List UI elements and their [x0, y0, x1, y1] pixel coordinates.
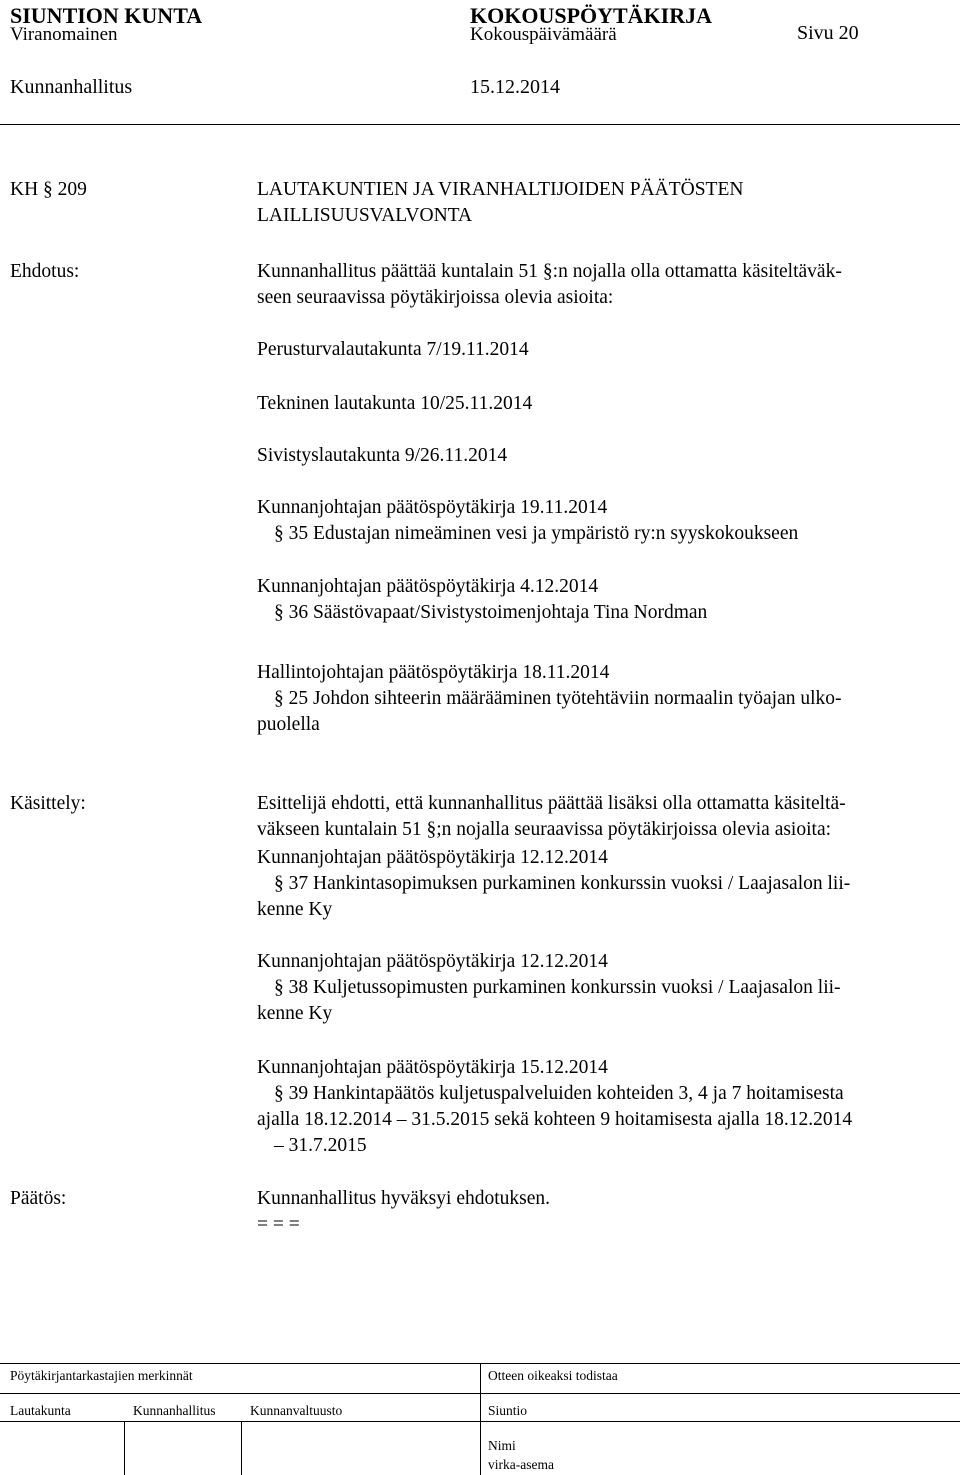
decision-record-line: § 38 Kuljetussopimusten purkaminen konkurssin vuoksi / Laajasalon lii- — [274, 977, 841, 998]
footer-divider — [480, 1363, 481, 1475]
board-entry: Tekninen lautakunta 10/25.11.2014 — [257, 393, 533, 414]
checkers-label: Pöytäkirjantarkastajien merkinnät — [10, 1368, 193, 1383]
authority-label: Viranomainen — [10, 24, 118, 45]
handling-label: Käsittely: — [10, 793, 86, 814]
handling-intro-line: väkseen kuntalain 51 §;n nojalla seuraavissa pöytäkirjoissa olevia asioita: — [257, 819, 832, 840]
decision-text — [257, 1186, 550, 1238]
decision-record-line: § 37 Hankintasopimuksen purkaminen konkurssin vuoksi / Laajasalon lii- — [274, 873, 851, 894]
position-label: virka-asema — [488, 1457, 554, 1472]
document-type: KOKOUSPÖYTÄKIRJA — [470, 3, 713, 28]
meeting-date-label: Kokouspäivämäärä — [470, 24, 617, 45]
decision-record-heading: Kunnanjohtajan päätöspöytäkirja 12.12.2014 — [257, 951, 608, 972]
decision-record — [257, 574, 707, 626]
decision-record-heading: Kunnanjohtajan päätöspöytäkirja 4.12.2014 — [257, 576, 599, 597]
decision-record — [257, 949, 841, 1027]
footer-place: Siuntio — [488, 1403, 528, 1418]
footer-rule — [0, 1393, 960, 1394]
item-title-line: LAILLISUUSVALVONTA — [257, 205, 473, 226]
end-mark: = = = — [257, 1214, 300, 1235]
decision-record-line: puolella — [257, 714, 320, 735]
decision-record-line: § 36 Säästövapaat/Sivistystoimenjohtaja Tina Nordman — [274, 602, 708, 623]
decision-text-line: Kunnanhallitus hyväksyi ehdotuksen. — [257, 1188, 551, 1209]
decision-record-heading: Kunnanjohtajan päätöspöytäkirja 12.12.2014 — [257, 847, 608, 868]
item-title — [257, 177, 743, 229]
footer-rule — [0, 1421, 960, 1422]
decision-record — [257, 845, 850, 923]
decision-record-line: kenne Ky — [257, 1003, 333, 1024]
name-label: Nimi — [488, 1438, 516, 1453]
footer-cell-divider — [124, 1421, 125, 1475]
proposal-intro-line: seen seuraavissa pöytäkirjoissa olevia asioita: — [257, 287, 614, 308]
authority-name: Kunnanhallitus — [10, 76, 133, 98]
board-entry: Sivistyslautakunta 9/26.11.2014 — [257, 445, 508, 466]
municipality-name: SIUNTION KUNTA — [10, 3, 203, 28]
footer-body: Kunnanhallitus — [133, 1403, 216, 1418]
footer-body: Lautakunta — [10, 1403, 71, 1418]
handling-intro-line: Esittelijä ehdotti, että kunnanhallitus päättää lisäksi olla ottamatta käsiteltä- — [257, 793, 846, 814]
header-rule — [0, 124, 960, 125]
decision-record — [257, 660, 842, 738]
decision-record-heading: Hallintojohtajan päätöspöytäkirja 18.11.2014 — [257, 662, 610, 683]
handling-intro — [257, 791, 846, 843]
proposal-intro-line: Kunnanhallitus päättää kuntalain 51 §:n nojalla olla ottamatta käsiteltäväk- — [257, 261, 842, 282]
decision-record-line: § 39 Hankintapäätös kuljetuspalveluiden kohteiden 3, 4 ja 7 hoitamisesta — [274, 1083, 844, 1104]
footer-cell-divider — [241, 1421, 242, 1475]
page-number: Sivu 20 — [797, 22, 859, 44]
decision-record — [257, 1055, 852, 1159]
meeting-date: 15.12.2014 — [470, 76, 560, 98]
decision-record-line: § 35 Edustajan nimeäminen vesi ja ympäristö ry:n syyskokoukseen — [274, 523, 799, 544]
proposal-label: Ehdotus: — [10, 261, 80, 282]
decision-record-line: – 31.7.2015 — [274, 1135, 367, 1156]
decision-record-line: § 25 Johdon sihteerin määrääminen työtehtäviin normaalin työajan ulko- — [274, 688, 842, 709]
decision-record-heading: Kunnanjohtajan päätöspöytäkirja 19.11.2014 — [257, 497, 608, 518]
board-entry: Perusturvalautakunta 7/19.11.2014 — [257, 339, 529, 360]
footer-body: Kunnanvaltuusto — [250, 1403, 343, 1418]
item-number: KH § 209 — [10, 179, 87, 200]
decision-record-line: ajalla 18.12.2014 – 31.5.2015 sekä kohteen 9 hoitamisesta ajalla 18.12.2014 — [257, 1109, 853, 1130]
decision-record — [257, 495, 798, 547]
item-title-line: LAUTAKUNTIEN JA VIRANHALTIJOIDEN PÄÄTÖSTEN — [257, 179, 744, 200]
proposal-intro — [257, 259, 842, 311]
decision-label: Päätös: — [10, 1188, 67, 1209]
copy-label: Otteen oikeaksi todistaa — [488, 1368, 618, 1383]
decision-record-heading: Kunnanjohtajan päätöspöytäkirja 15.12.2014 — [257, 1057, 608, 1078]
decision-record-line: kenne Ky — [257, 899, 333, 920]
